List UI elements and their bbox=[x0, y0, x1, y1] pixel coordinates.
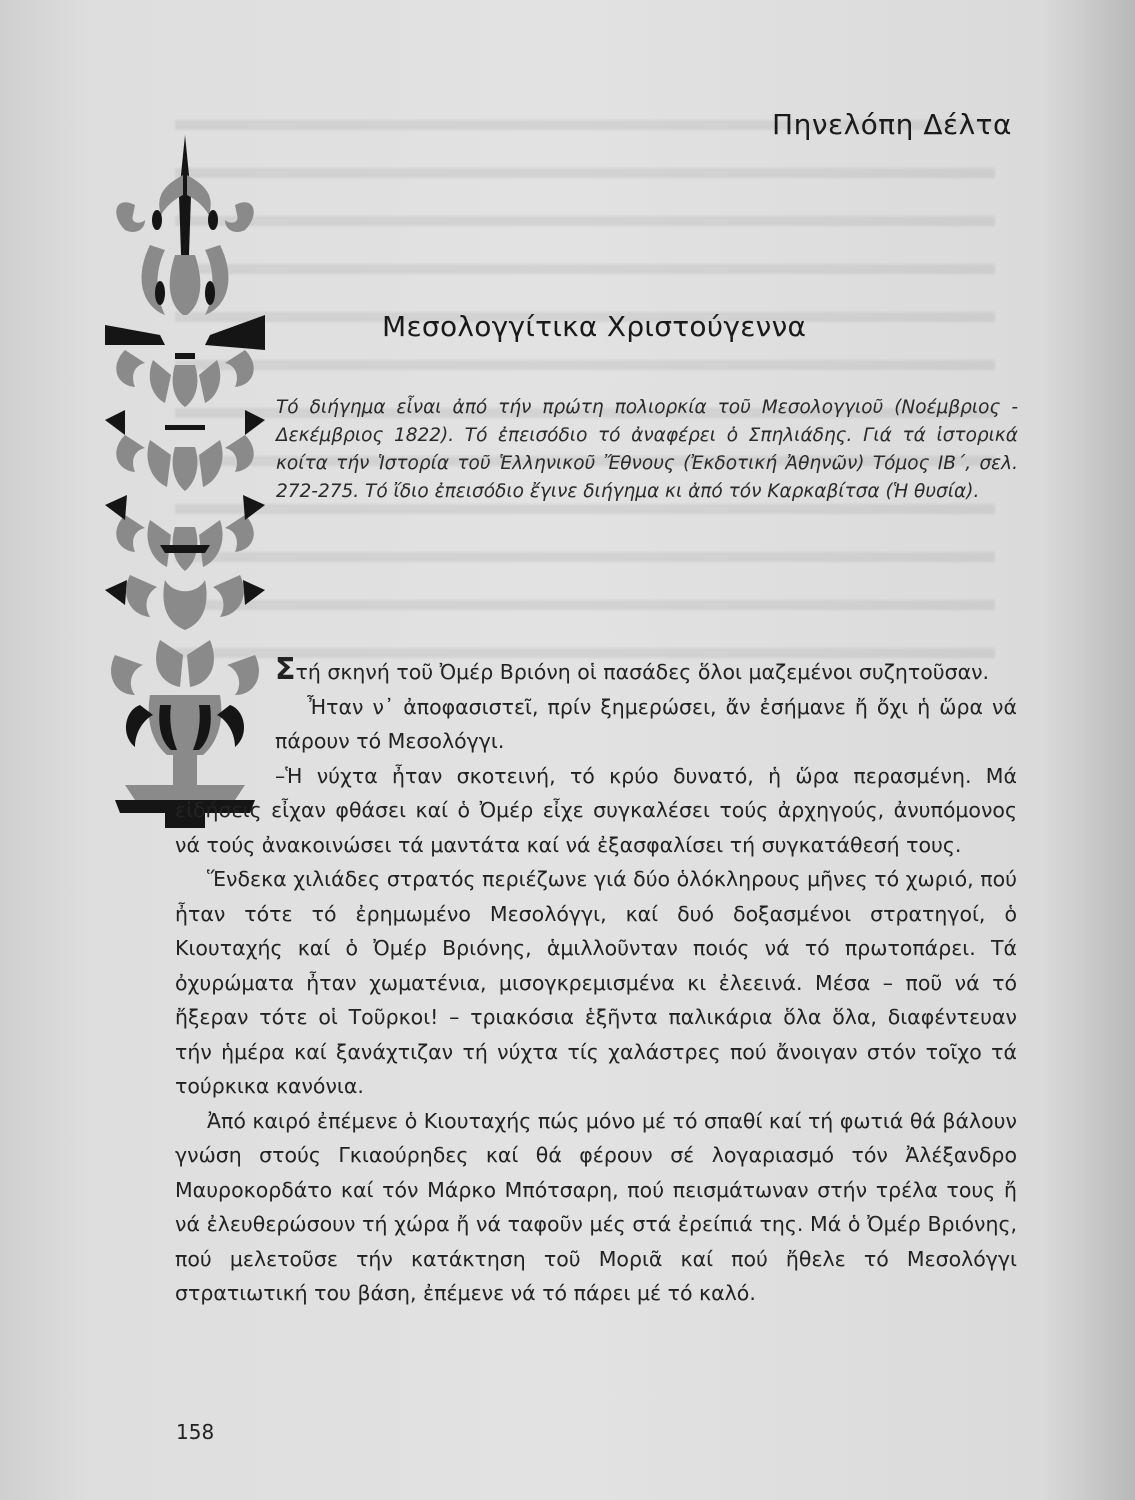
paragraph-5: Ἀπό καιρό ἐπέμενε ὁ Κιουταχής πώς μόνο μέ τό σπαθί καί τή φωτιά θά βάλουν γνώση στούς Γκιαούρηδες καί θά φέρουν σέ λογαριασμό τόν Ἀλέξανδρο Μαυροκορδάτο καί τόν Μάρκο Μπότσαρη, πού πεισμάτωναν στήν τρέλα τους ἤ νά ἐλευθερώσουν τή χώρα ἤ νά ταφοῦν μές στά ἐρείπιά της. Μά ὁ Ὀμέρ Βριόνης, πού μελετοῦσε τήν κατάκτηση τοῦ Μοριᾶ καί πού ἤθελε τό Μεσολόγγι στρατιωτική του βάση, ἐπέμενε νά τό πάρει μέ τό καλό. bbox=[175, 1108, 1017, 1305]
paragraph-3-body bbox=[175, 759, 1017, 863]
show-through-text bbox=[175, 90, 995, 690]
body-indented-block bbox=[275, 652, 1017, 759]
paragraph-1-text: τή σκηνή τοῦ Ὀμέρ Βριόνη οἱ πασάδες ὅλοι μαζεμένοι συζητοῦσαν. bbox=[295, 660, 990, 684]
drop-cap: Σ bbox=[275, 652, 296, 687]
page-number: 158 bbox=[176, 1420, 215, 1444]
paragraph-4: Ἕνδεκα χιλιάδες στρατός περιέζωνε γιά δύο ὁλόκληρους μῆνες τό χωριό, πού ἦταν τότε τό ἐρημωμένο Μεσολόγγι, καί δυό δοξασμένοι στρατηγοί, ὁ Κιουταχής καί ὁ Ὀμέρ Βριόνης, ἁμιλλοῦνταν ποιός νά τό πρωτοπάρει. Τά ὀχυρώματα ἦταν χωματένια, μισογκρεμισμένα κι ἐλεεινά. Μέσα – ποῦ νά τό ἤξεραν τότε οἱ Τοῦρκοι! – τριακόσια ἑξῆντα παλικάρια ὅλα ὅλα, διαφέντευαν τήν ἡμέρα καί ξανάχτιζαν τή νύχτα τίς χαλάστρες πού ἄνοιγαν στόν τοῖχο τά τούρκικα κανόνια. bbox=[175, 867, 1017, 1098]
story-title: Μεσολογγίτικα Χριστούγεννα bbox=[382, 310, 807, 343]
paragraph-1 bbox=[275, 652, 1017, 690]
author-name: Πηνελόπη Δέλτα bbox=[772, 108, 1012, 141]
paragraph-3-visible-text: –Ἡ νύχτα ἦταν σκοτεινή, τό κρύο δυνατό, ἡ ὥρα περασμένη. Μά εἰδήσεις εἶχαν φθάσει καί ὁ Ὀμέρ εἶχε συγκαλέσει τούς ἀρχηγούς, ἀνυπόμονος νά τούς ἀνακοινώσει τά μαντάτα καί νά ἐξασφαλίσει τή συγκατάθεσή τους. bbox=[175, 763, 1017, 857]
story-intro: Τό διήγημα εἶναι ἀπό τήν πρώτη πολιορκία τοῦ Μεσολογγιοῦ (Νοέμβριος - Δεκέμβριος 1822). Τό ἐπεισόδιο τό ἀναφέρει ὁ Σπηλιάδης. Γιά τά ἱστορικά κοίτα τήν Ἱστορία τοῦ Ἑλληνικοῦ Ἔθνους (Ἐκδοτική Ἀθηνῶν) Τόμος ΙΒ΄, σελ. 272-275. Τό ἴδιο ἐπεισόδιο ἔγινε διήγημα κι ἀπό τόν Καρκαβίτσα (Ἡ θυσία). bbox=[276, 396, 1018, 502]
paragraph-2: Ἦταν ν᾿ ἀποφασιστεῖ, πρίν ξημερώσει, ἄν ἐσήμανε ἤ ὄχι ἡ ὥρα νά πάρουν τό Μεσολόγγι. bbox=[275, 694, 1017, 753]
ornament-spacer bbox=[175, 759, 275, 794]
story-body bbox=[175, 652, 1017, 1311]
